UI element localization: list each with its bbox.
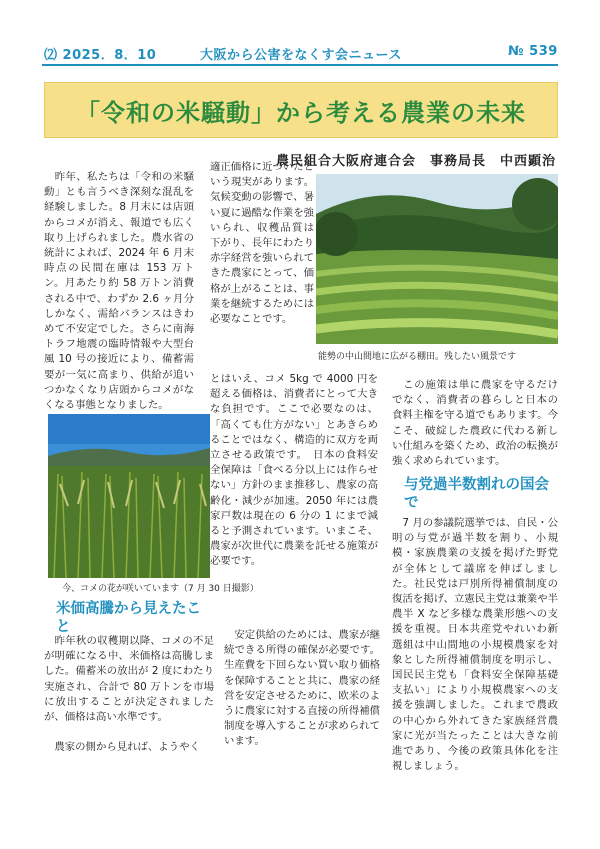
section-heading-price-rise: 米価高騰から見えたこと — [56, 601, 201, 635]
issue-number: № 539 — [508, 44, 558, 59]
section-heading-diet: 与党過半数割れの国会で — [404, 477, 549, 511]
issue-date: ⑵ 2025．8．10 — [44, 48, 157, 63]
article-paragraph-intro: 昨年、私たちは「令和の米騒動」とも言うべき深刻な混乱を経験しました。8 月末には店頭からコメが消え、報道でも広く取り上げられました。農水省の統計によれば、2024 年 6 月末時点の民間在庫は 153 万トン。月あたり約 58 万トン消費される中で、わずか 2.6 ヶ月分しかなく、需給バランスはきわめて不安定でした。さらに南海トラフ地震の臨時情報や大型台風 10 号の接近により、備蓄需要が一気に高まり、供給が追いつかなくなり店頭からコメがなくなる事態となりました。 — [44, 171, 194, 412]
rice-plants-photo — [48, 414, 210, 578]
newsletter-name: 大阪から公害をなくす会ニュース — [200, 48, 402, 63]
article-paragraph-price: 適正価格に近づいたという現実があります。気候変動の影響で、暑い夏に過酷な作業を強いられ、収穫品質は下がり、長年にわたり赤字経営を強いられてきた農家にとって、価格が上がることは、事業を継続するためには必要なことです。 — [210, 161, 314, 326]
photo-caption-rice-flower: 今、コメの花が咲いています（7 月 30 日撮影） — [62, 584, 259, 594]
author-byline: 農民組合大阪府連合会 事務局長 中西顕治 — [275, 154, 556, 169]
header-rule — [42, 64, 558, 66]
article-paragraph-rice-price: 昨年秋の収穫期以降、コメの不足が明確になる中、米価格は高騰しました。備蓄米の放出が 2 度にわたり実施され、合計で 80 万トンを市場に放出することが決定されましたが、価格は高い水準です。 農家の側から見れば、ようやく — [44, 635, 214, 754]
article-paragraph-consumers: この施策は単に農家を守るだけでなく、消費者の暮らしと日本の食料主権を守る道でもあります。今こそ、破綻した農政に代わる新しい仕組みを築くため、政治の転換が強く求められています。 — [392, 379, 558, 468]
terraced-rice-fields-photo — [316, 174, 558, 344]
article-paragraph-election: 7 月の参議院選挙では、自民・公明の与党が過半数を割り、小規模・家族農業の支援を掲げた野党が全体として議席を伸ばしました。社民党は戸別所得補償制度の復活を掲げ、立憲民主党は兼業や半農半 X など多様な農業形態への支援を重視。日本共産党やれいわ新選組は中山間地の小規模農家を対象とした所得補償制度を明示し、国民民主党も「食料安全保障基礎支払い」により小規模農家への支援を強調しました。これまで農政の中心から外れてきた家族経営農家に光が当たったことは大きな前進であり、今後の政策具体化を注視しましょう。 — [392, 517, 558, 773]
article-paragraph-income: 安定供給のためには、農家が継続できる所得の確保が必要です。生産費を下回らない買い取り価格を保障することと共に、農家の経営を安定させるために、欧米のように農家に対する直接の所得補償制度を導入することが求められています。 — [224, 629, 380, 748]
article-paragraph-policy: とはいえ、コメ 5kg で 4000 円を超える価格は、消費者にとって大きな負担です。ここで必要なのは、「高くても仕方がない」とあきらめることではなく、構造的に双方を両立させる政策です。 日本の食料安全保障は「食べる分以上には作らせない」方針のまま推移し、農家の高齢化・減少が加速。2050 年には農家戸数は現在の 6 分の 1 にまで減ると予測されています。いまこそ、農家が次世代に農業を託せる施策が必要です。 — [210, 373, 378, 568]
photo-caption-terraces: 能勢の中山間地に広がる棚田。残したい風景です — [318, 352, 517, 362]
title-banner — [44, 82, 558, 138]
article-title: 「令和の米騒動」から考える農業の未来 — [76, 98, 526, 127]
